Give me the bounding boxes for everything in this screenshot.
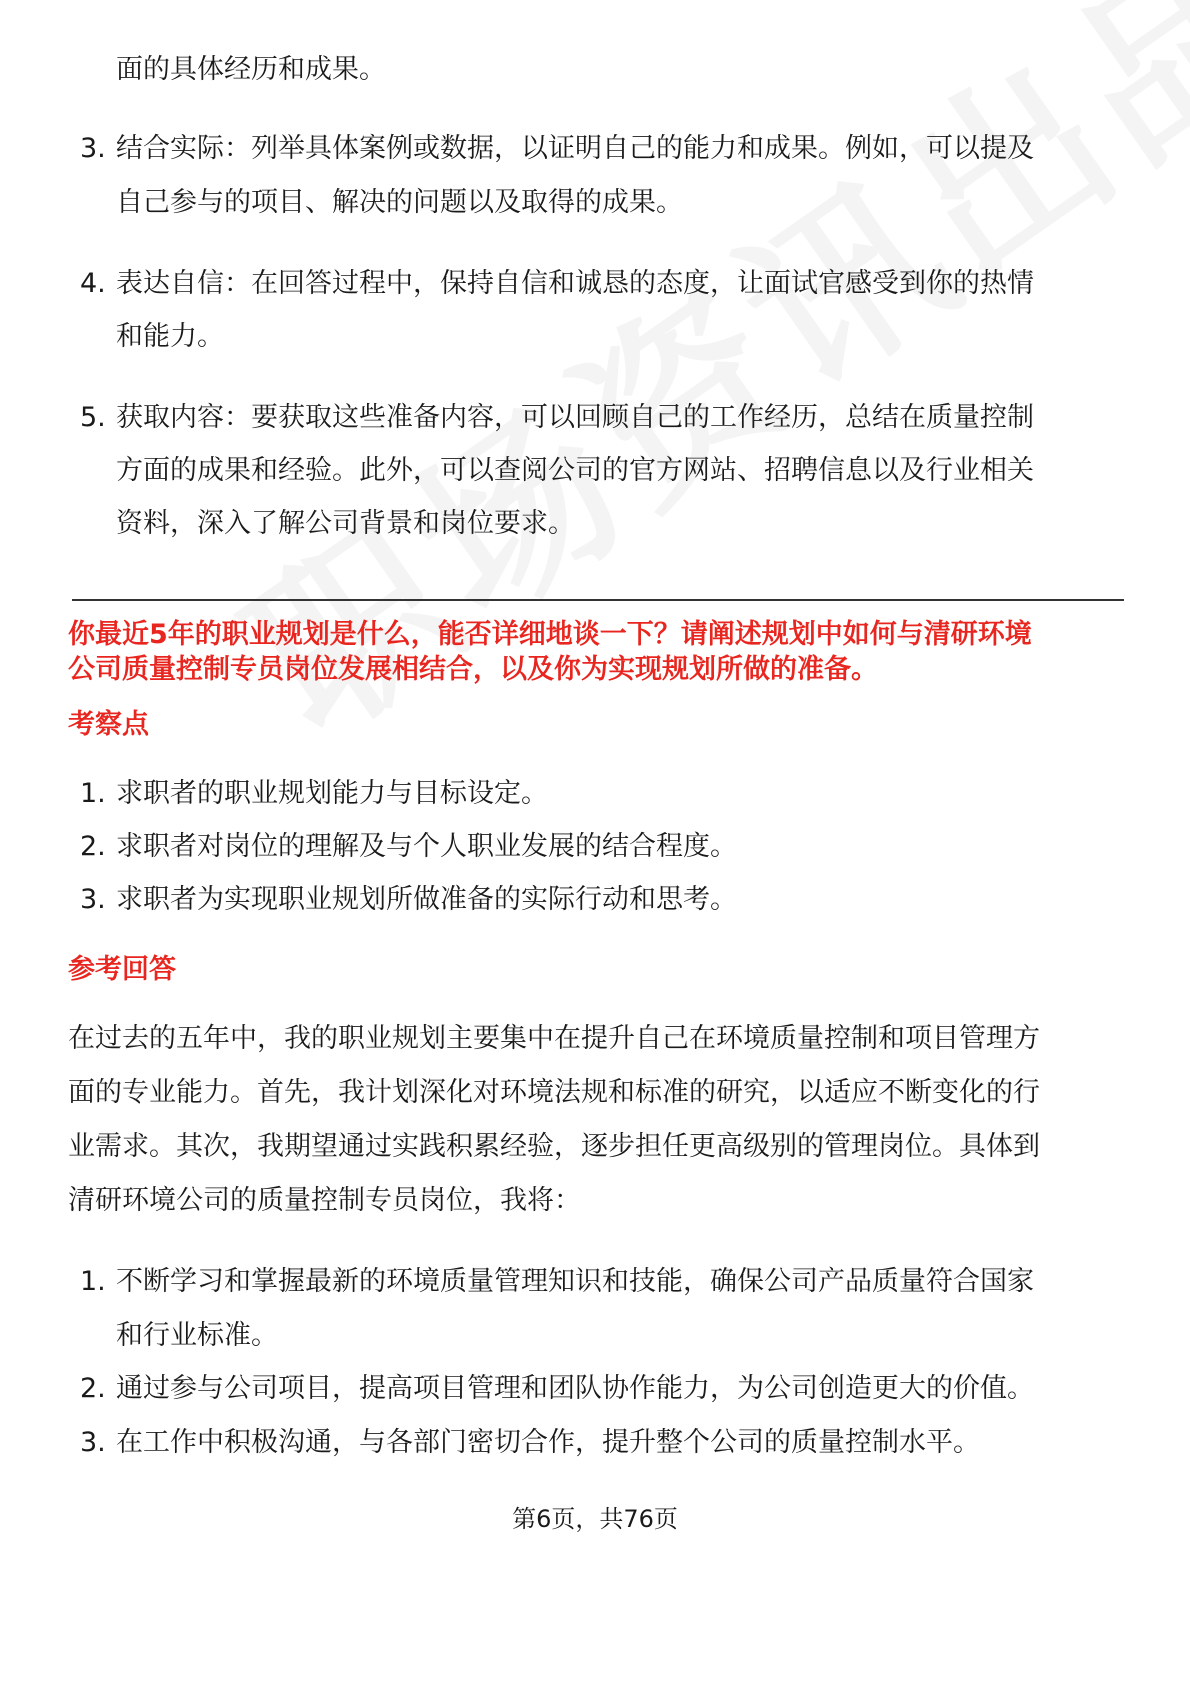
- list-number: 3.: [80, 133, 106, 164]
- list-number: 2.: [80, 831, 106, 862]
- list-number: 1.: [80, 778, 106, 809]
- list-item-line: 和能力。: [116, 321, 224, 352]
- list-item-line: 方面的成果和经验。此外，可以查阅公司的官方网站、招聘信息以及行业相关: [116, 455, 1034, 486]
- answer-paragraph-line: 面的专业能力。首先，我计划深化对环境法规和标准的研究，以适应不断变化的行: [68, 1077, 1040, 1108]
- answer-item-line: 通过参与公司项目，提高项目管理和团队协作能力，为公司创造更大的价值。: [116, 1373, 1034, 1404]
- exam-item: 求职者为实现职业规划所做准备的实际行动和思考。: [116, 884, 737, 915]
- list-item-line: 资料，深入了解公司背景和岗位要求。: [116, 508, 575, 539]
- prev-item-continuation: 面的具体经历和成果。: [116, 54, 386, 85]
- section-divider: [72, 599, 1124, 601]
- answer-paragraph-line: 清研环境公司的质量控制专员岗位，我将：: [68, 1185, 581, 1216]
- list-item-line: 结合实际：列举具体案例或数据，以证明自己的能力和成果。例如，可以提及: [116, 133, 1034, 164]
- list-item-line: 获取内容：要获取这些准备内容，可以回顾自己的工作经历，总结在质量控制: [116, 402, 1034, 433]
- exam-item: 求职者的职业规划能力与目标设定。: [116, 778, 548, 809]
- list-number: 2.: [80, 1373, 106, 1404]
- list-number: 3.: [80, 884, 106, 915]
- exam-heading: 考察点: [68, 709, 149, 740]
- list-item-line: 自己参与的项目、解决的问题以及取得的成果。: [116, 187, 683, 218]
- list-number: 4.: [80, 268, 106, 299]
- answer-item-line: 不断学习和掌握最新的环境质量管理知识和技能，确保公司产品质量符合国家: [116, 1266, 1034, 1297]
- list-number: 5.: [80, 402, 106, 433]
- list-number: 3.: [80, 1427, 106, 1458]
- question-line: 你最近5年的职业规划是什么，能否详细地谈一下？请阐述规划中如何与清研环境: [68, 619, 1032, 650]
- page-footer: 第6页，共76页: [512, 1505, 678, 1533]
- list-item-line: 表达自信：在回答过程中，保持自信和诚恳的态度，让面试官感受到你的热情: [116, 268, 1034, 299]
- exam-item: 求职者对岗位的理解及与个人职业发展的结合程度。: [116, 831, 737, 862]
- list-number: 1.: [80, 1266, 106, 1297]
- answer-item-line: 和行业标准。: [116, 1320, 278, 1351]
- answer-item-line: 在工作中积极沟通，与各部门密切合作，提升整个公司的质量控制水平。: [116, 1427, 980, 1458]
- answer-paragraph-line: 业需求。其次，我期望通过实践积累经验，逐步担任更高级别的管理岗位。具体到: [68, 1131, 1040, 1162]
- answer-heading: 参考回答: [68, 954, 176, 985]
- question-line: 公司质量控制专员岗位发展相结合，以及你为实现规划所做的准备。: [68, 654, 878, 685]
- answer-paragraph-line: 在过去的五年中，我的职业规划主要集中在提升自己在环境质量控制和项目管理方: [68, 1023, 1040, 1054]
